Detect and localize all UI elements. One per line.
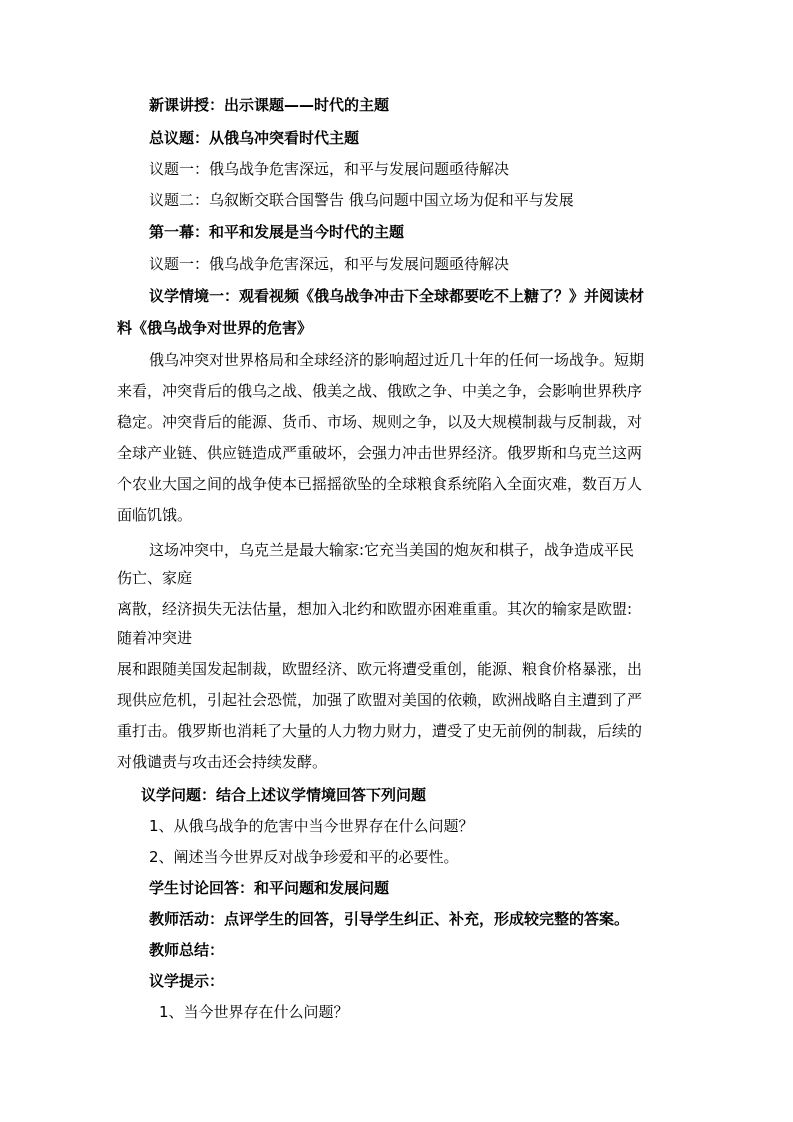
section-heading-new-lesson: [149, 95, 389, 115]
paragraph-2-line-4: [117, 628, 192, 648]
act-one-sub-topic: [149, 254, 509, 274]
sub-topic-1-text: 议题一：俄乌战争危害深远，和平与发展问题亟待解决: [149, 160, 510, 178]
question-2-text: 2、阐述当今世界反对战争珍爱和平的必要性。: [149, 848, 459, 866]
paragraph-1-line-3: [117, 412, 642, 432]
scenario-heading-line-1: [149, 286, 644, 306]
teacher-activity: [149, 909, 629, 929]
teacher-summary: [149, 940, 224, 960]
hint-item-1: [159, 1002, 349, 1022]
teacher-summary-text: 教师总结：: [149, 941, 225, 959]
paragraph-text: 伤亡、家庭: [117, 569, 193, 587]
paragraph-text: 面临饥饿。: [117, 506, 193, 524]
scenario-heading-line-2: [117, 318, 312, 338]
paragraph-2-line-8: [117, 752, 327, 772]
sub-topic-2-text: 议题二：乌叙断交联合国警告 俄乌问题中国立场为促和平与发展: [149, 191, 574, 209]
paragraph-1-line-2: [117, 381, 642, 401]
paragraph-1-line-6: [117, 505, 192, 525]
discussion-hint: [149, 971, 224, 991]
paragraph-text: 对俄谴责与攻击还会持续发酵。: [117, 753, 328, 771]
paragraph-text: 个农业大国之间的战争使本已摇摇欲坠的全球粮食系统陷入全面灾难，数百万人: [117, 475, 643, 493]
act-one-sub-topic-text: 议题一：俄乌战争危害深远，和平与发展问题亟待解决: [149, 255, 510, 273]
paragraph-text: 随着冲突进: [117, 629, 193, 647]
paragraph-text: 稳定。冲突背后的能源、货币、市场、规则之争，以及大规模制裁与反制裁，对: [117, 413, 643, 431]
question-1: [149, 816, 474, 836]
sub-topic-1: [149, 159, 509, 179]
question-2: [149, 847, 459, 867]
question-heading: [141, 785, 426, 805]
paragraph-1-line-4: [117, 443, 642, 463]
paragraph-2-line-5: [117, 659, 642, 679]
hint-item-1-text: 1、当今世界存在什么问题？: [159, 1003, 349, 1021]
paragraph-1-line-1: [149, 350, 644, 370]
student-answer: [149, 878, 389, 898]
paragraph-2-line-1: [149, 540, 634, 560]
scenario-heading-text-1: 议学情境一：观看视频《俄乌战争冲击下全球都要吃不上糖了？》并阅读材: [149, 287, 645, 305]
heading-prefix: 新课讲授：出示课题——时代的主题: [149, 96, 390, 114]
teacher-activity-text: 教师活动：点评学生的回答，引导学生纠正、补充，形成较完整的答案。: [149, 910, 630, 928]
paragraph-text: 现供应危机，引起社会恐慌，加强了欧盟对美国的依赖，欧洲战略自主遭到了严: [117, 691, 643, 709]
act-one-heading: [149, 222, 404, 242]
paragraph-2-line-2: [117, 568, 192, 588]
discussion-hint-text: 议学提示：: [149, 972, 225, 990]
main-topic-heading: [149, 128, 359, 148]
paragraph-2-line-3: [117, 599, 632, 619]
paragraph-text: 离散，经济损失无法估量，想加入北约和欧盟亦困难重重。其次的输家是欧盟:: [117, 600, 633, 618]
paragraph-2-line-6: [117, 690, 642, 710]
paragraph-2-line-7: [117, 721, 642, 741]
main-topic-text: 总议题：从俄乌冲突看时代主题: [149, 129, 360, 147]
paragraph-text: 俄乌冲突对世界格局和全球经济的影响超过近几十年的任何一场战争。短期: [149, 351, 645, 369]
paragraph-text: 重打击。俄罗斯也消耗了大量的人力物力财力，遭受了史无前例的制裁，后续的: [117, 722, 643, 740]
sub-topic-2: [149, 190, 574, 210]
student-answer-text: 学生讨论回答：和平问题和发展问题: [149, 879, 390, 897]
paragraph-text: 来看，冲突背后的俄乌之战、俄美之战、俄欧之争、中美之争，会影响世界秩序: [117, 382, 643, 400]
question-heading-text: 议学问题：结合上述议学情境回答下列问题: [141, 786, 427, 804]
question-1-text: 1、从俄乌战争的危害中当今世界存在什么问题？: [149, 817, 474, 835]
scenario-heading-text-2: 料《俄乌战争对世界的危害》: [117, 319, 313, 337]
act-one-heading-text: 第一幕：和平和发展是当今时代的主题: [149, 223, 405, 241]
paragraph-text: 这场冲突中，乌克兰是最大输家:它充当美国的炮灰和棋子，战争造成平民: [149, 541, 635, 559]
paragraph-1-line-5: [117, 474, 642, 494]
paragraph-text: 全球产业链、供应链造成严重破坏，会强力冲击世界经济。俄罗斯和乌克兰这两: [117, 444, 643, 462]
paragraph-text: 展和跟随美国发起制裁，欧盟经济、欧元将遭受重创，能源、粮食价格暴涨，出: [117, 660, 643, 678]
